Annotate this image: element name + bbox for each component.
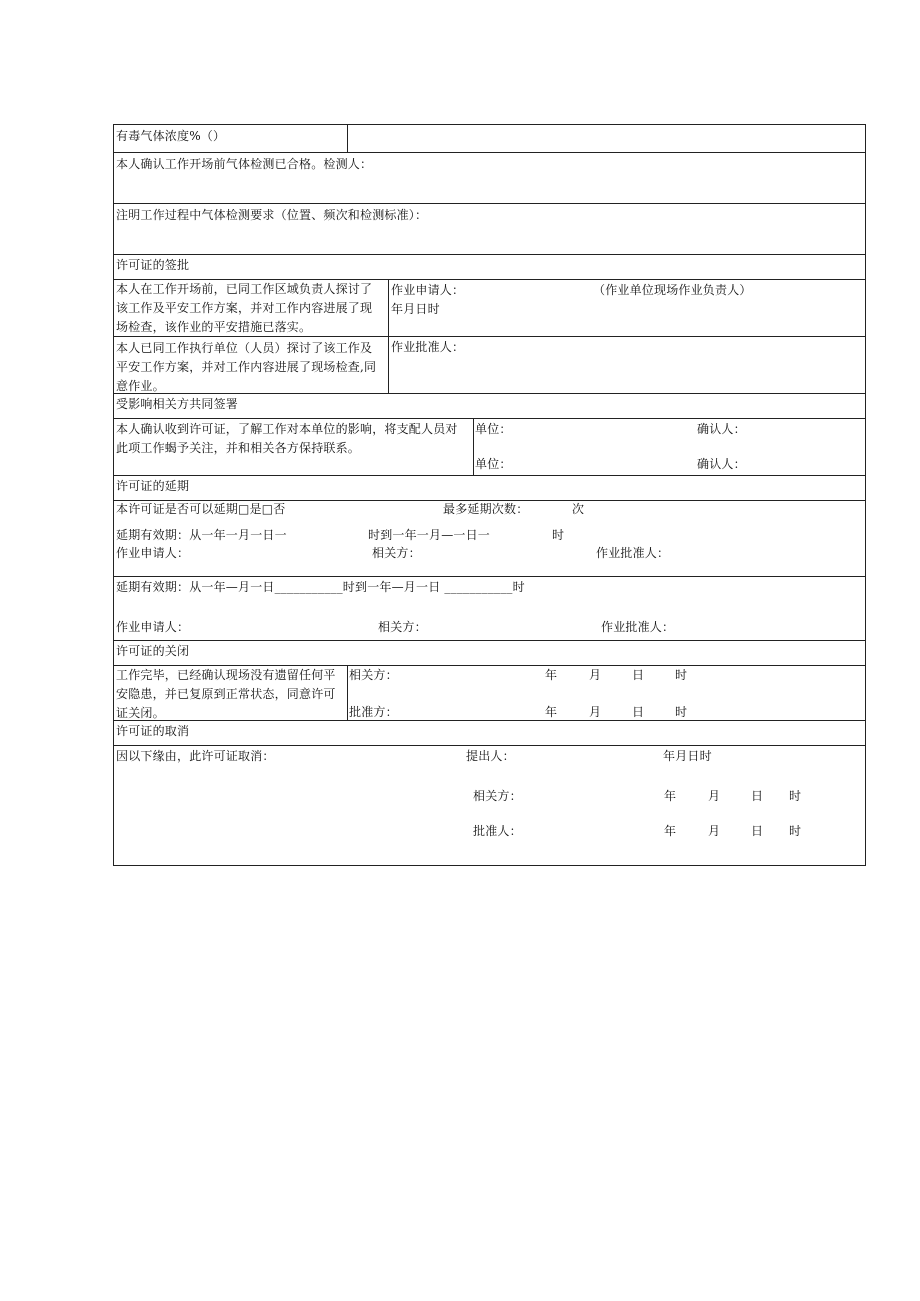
affected-section-title: 受影响相关方共同签署 — [116, 397, 239, 411]
row-divider — [114, 576, 865, 577]
closure-day: 日 — [632, 705, 645, 719]
cancel-approver-label: 批准人： — [473, 824, 522, 838]
gas-requirement-text: 注明工作过程中气体检测要求（位置、频次和检测标准）： — [116, 208, 428, 222]
ext-related-label: 相关方： — [378, 620, 427, 634]
cancel-hour: 时 — [789, 824, 802, 838]
affected-statement: 本人确认收到许可证，了解工作对本单位的影响，将支配人员对此项工作蝎予关注，并和相关各方保持联系。 — [116, 422, 458, 455]
ext-applicant-label: 作业申请人： — [116, 546, 190, 560]
closure-approver-label: 批准方： — [349, 705, 398, 719]
permit-form — [113, 124, 866, 866]
closure-statement: 工作完毕，已经确认现场没有遗留任何平安隐患，并已复原到正常状态，同意许可证关闭。 — [116, 668, 336, 720]
col-divider — [473, 418, 474, 475]
extension-section-title: 许可证的延期 — [116, 479, 190, 493]
approval-section-title: 许可证的签批 — [116, 258, 190, 272]
closure-hour: 时 — [675, 705, 688, 719]
toxic-gas-label: 有毒气体浓度%（） — [116, 129, 226, 143]
extension-valid-1a: 延期有效期：从一年一月一日一 — [116, 528, 287, 542]
closure-month: 月 — [589, 705, 602, 719]
cancel-month: 月 — [708, 789, 721, 803]
cancel-reason-text: 因以下缘由，此许可证取消： — [116, 749, 275, 763]
col-divider — [388, 279, 389, 393]
area-statement: 本人在工作开场前，已同工作区域负责人探讨了该工作及平安工作方案，并对工作内容进展了现场检查，该作业的平安措施已落实。 — [116, 282, 373, 334]
extension-valid-2: 延期有效期：从一年—月一日___________时到一年—月一日 ___________时 — [116, 580, 525, 594]
closure-year: 年 — [545, 705, 558, 719]
cancel-year: 年 — [664, 789, 677, 803]
cancel-section-title: 许可证的取消 — [116, 724, 190, 738]
closure-hour: 时 — [675, 668, 688, 682]
closure-section-title: 许可证的关闭 — [116, 644, 190, 658]
applicant-label: 作业申请人： — [391, 283, 465, 297]
cancel-year: 年 — [664, 824, 677, 838]
extension-hour: 时 — [552, 528, 565, 542]
proposer-label: 提出人： — [466, 749, 515, 763]
ext-applicant-label: 作业申请人： — [116, 620, 190, 634]
closure-day: 日 — [632, 668, 645, 682]
unit-label: 单位： — [475, 422, 512, 436]
unit-label: 单位： — [475, 457, 512, 471]
cancel-day: 日 — [751, 789, 764, 803]
row-divider — [114, 640, 865, 641]
can-extend-question: 本许可证是否可以延期□是□否 — [116, 502, 286, 516]
times-unit: 次 — [572, 502, 585, 516]
cancel-month: 月 — [708, 824, 721, 838]
max-times-label: 最多延期次数： — [443, 502, 529, 516]
proposer-date: 年月日时 — [663, 749, 712, 763]
row-divider — [114, 418, 865, 419]
gas-confirm-text: 本人确认工作开场前气体检测已合格。检测人： — [116, 157, 373, 171]
closure-month: 月 — [589, 668, 602, 682]
confirmer-label: 确认人： — [697, 457, 746, 471]
row-divider — [114, 254, 865, 255]
row-divider — [114, 475, 865, 476]
ext-approver-label: 作业批准人： — [596, 546, 670, 560]
col-divider — [347, 665, 348, 720]
approver-label: 作业批准人： — [391, 340, 465, 354]
row-divider — [114, 745, 865, 746]
ext-related-label: 相关方： — [372, 546, 421, 560]
row-divider — [114, 152, 865, 153]
col-divider — [347, 125, 348, 152]
applicant-date: 年月日时 — [391, 302, 440, 316]
ext-approver-label: 作业批准人： — [601, 620, 675, 634]
applicant-role: （作业单位现场作业负责人） — [593, 283, 752, 297]
closure-year: 年 — [545, 668, 558, 682]
cancel-hour: 时 — [789, 789, 802, 803]
exec-statement: 本人已同工作执行单位（人员）探讨了该工作及平安工作方案，并对工作内容进展了现场检查,同意作业。 — [116, 341, 377, 393]
extension-valid-1b: 时到一年一月—一日一 — [368, 528, 491, 542]
cancel-day: 日 — [751, 824, 764, 838]
row-divider — [114, 203, 865, 204]
cancel-related-label: 相关方： — [473, 789, 522, 803]
closure-related-label: 相关方： — [349, 668, 398, 682]
confirmer-label: 确认人： — [697, 422, 746, 436]
